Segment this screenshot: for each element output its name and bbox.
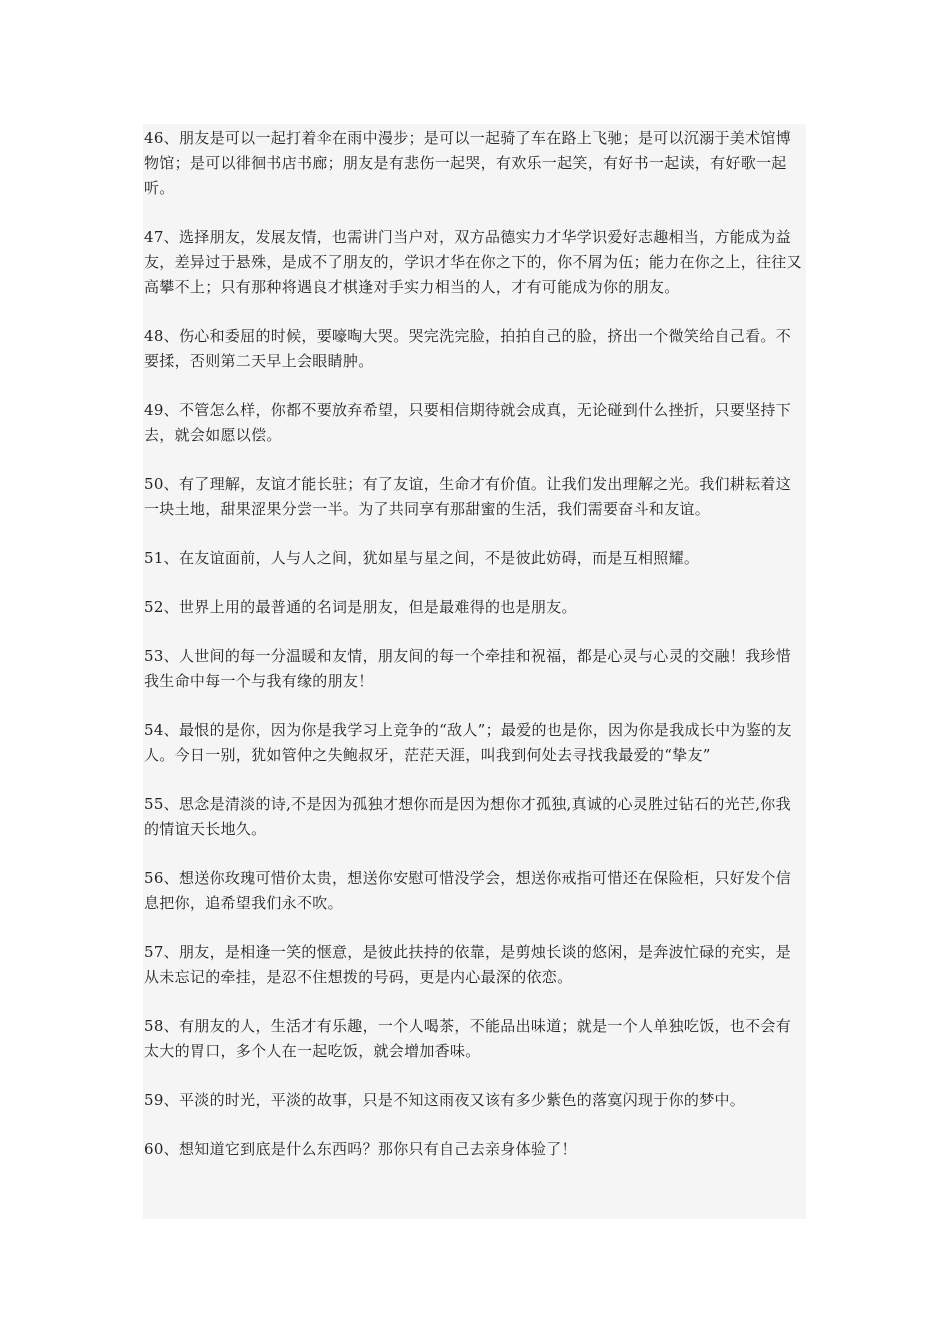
paragraph-57: 57、朋友，是相逢一笑的惬意，是彼此扶持的依靠，是剪烛长谈的悠闲，是奔波忙碌的充实，是从未忘记的牵挂，是忍不住想拨的号码，更是内心最深的依恋。	[144, 943, 791, 986]
paragraph-51: 51、在友谊面前，人与人之间，犹如星与星之间，不是彼此妨碍，而是互相照耀。	[144, 549, 700, 567]
paragraph-50: 50、有了理解，友谊才能长驻；有了友谊，生命才有价值。让我们发出理解之光。我们耕耘着这一块土地，甜果涩果分尝一半。为了共同享有那甜蜜的生活，我们需要奋斗和友谊。	[144, 475, 791, 518]
paragraph-55: 55、思念是清淡的诗,不是因为孤独才想你而是因为想你才孤独,真诚的心灵胜过钻石的光芒,你我的情谊天长地久。	[144, 795, 791, 838]
paragraph-46: 46、朋友是可以一起打着伞在雨中漫步；是可以一起骑了车在路上飞驰；是可以沉溺于美术馆博物馆；是可以徘徊书店书廊；朋友是有悲伤一起哭，有欢乐一起笑，有好书一起读，有好歌一起听。	[144, 129, 791, 197]
paragraph-56: 56、想送你玫瑰可惜价太贵，想送你安慰可惜没学会，想送你戒指可惜还在保险柜，只好发个信息把你，追希望我们永不吹。	[144, 869, 791, 912]
paragraph-47: 47、选择朋友，发展友情，也需讲门当户对，双方品德实力才华学识爱好志趣相当，方能成为益友，差异过于悬殊，是成不了朋友的，学识才华在你之下的，你不屑为伍；能力在你之上，往往又高攀不上；只有那种将遇良才棋逢对手实力相当的人，才有可能成为你的朋友。	[144, 228, 802, 296]
paragraph-53: 53、人世间的每一分温暖和友情，朋友间的每一个牵挂和祝福，都是心灵与心灵的交融！我珍惜我生命中每一个与我有缘的朋友！	[144, 647, 791, 690]
paragraph-58: 58、有朋友的人，生活才有乐趣，一个人喝茶，不能品出味道；就是一个人单独吃饭，也不会有太大的胃口，多个人在一起吃饭，就会增加香味。	[144, 1017, 791, 1060]
paragraph-60: 60、想知道它到底是什么东西吗？那你只有自己去亲身体验了！	[144, 1140, 577, 1158]
paragraph-54: 54、最恨的是你，因为你是我学习上竞争的“敌人”；最爱的也是你，因为你是我成长中为鉴的友人。今日一别，犹如管仲之失鲍叔牙，茫茫天涯，叫我到何处去寻找我最爱的“挚友”	[144, 721, 792, 764]
paragraph-59: 59、平淡的时光，平淡的故事，只是不知这雨夜又该有多少紫色的落寞闪现于你的梦中。	[144, 1091, 746, 1109]
paragraph-49: 49、不管怎么样，你都不要放弃希望，只要相信期待就会成真，无论碰到什么挫折，只要坚持下去，就会如愿以偿。	[144, 401, 791, 444]
paragraph-48: 48、伤心和委屈的时候，要嚎啕大哭。哭完洗完脸，拍拍自己的脸，挤出一个微笑给自己看。不要揉，否则第二天早上会眼睛肿。	[144, 327, 791, 370]
paragraph-52: 52、世界上用的最普通的名词是朋友，但是最难得的也是朋友。	[144, 598, 577, 616]
document-text-block	[143, 124, 806, 1219]
